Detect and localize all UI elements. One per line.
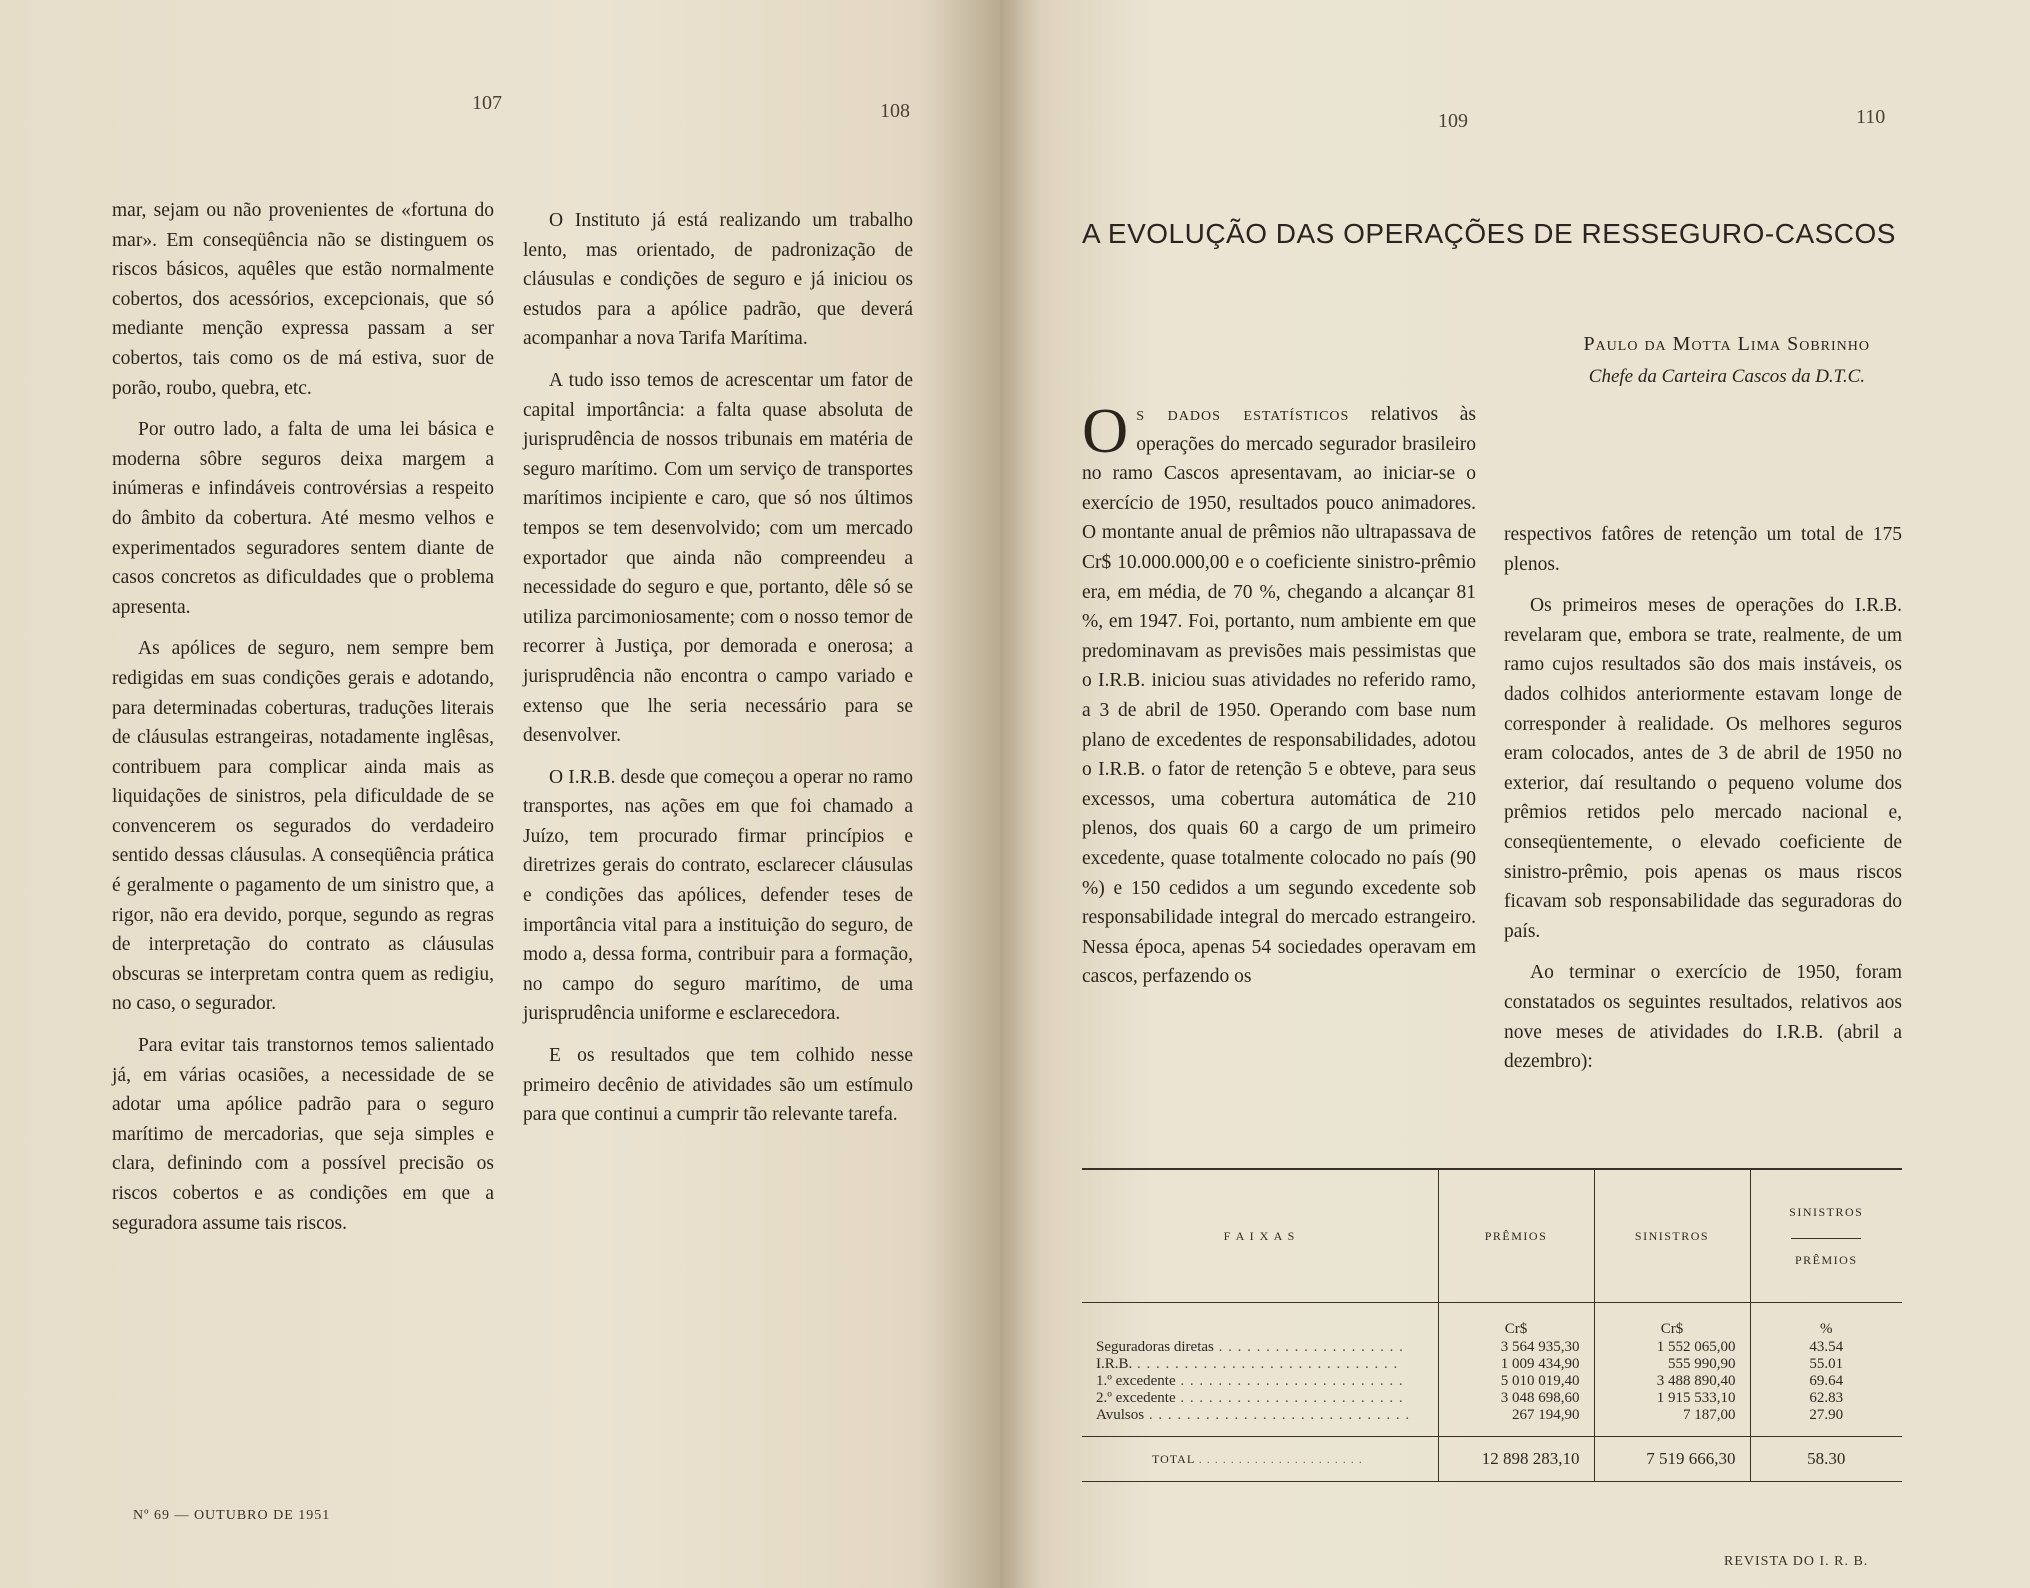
value: 7 187,00	[1683, 1407, 1736, 1423]
value: 5 010 019,40	[1500, 1373, 1580, 1389]
value: 1 009 434,90	[1500, 1356, 1580, 1372]
paragraph: respectivos fatôres de retenção um total de 175 plenos.	[1504, 524, 1902, 575]
ratio-denominator: PRÊMIOS	[1794, 1252, 1858, 1267]
column-page-109	[1082, 395, 1476, 1004]
footer-journal: REVISTA DO I. R. B.	[1724, 1554, 1869, 1569]
paragraph: Ao terminar o exercício de 1950, foram constatados os seguintes resultados, relativos aos nove meses de atividades do I.R.B. (abril a dezembro):	[1504, 962, 1902, 1073]
value: 55.01	[1809, 1356, 1844, 1372]
value: 267 194,90	[1512, 1407, 1580, 1423]
paragraph: Por outro lado, a falta de uma lei básica e moderna sôbre seguros deixa margem a inúmeras e infindáveis controvérsias a respeito do âmbito da cobertura. Até mesmo velhos e experimentados seguradores sentem diante de casos concretos as dificuldades que o problema apresenta.	[112, 419, 494, 618]
lead-smallcaps: s dados estatísticos	[1136, 404, 1350, 425]
unit-label: Cr$	[1504, 1321, 1528, 1337]
ratio-numerator: SINISTROS	[1789, 1204, 1864, 1219]
lead-paragraph	[1082, 395, 1476, 992]
column-page-108	[523, 206, 913, 1142]
author-role: Chefe da Carteira Cascos da D.T.C.	[1588, 366, 1865, 387]
leader-dots: . . . . . . . . . . . . . . . . . . . . .	[1194, 1451, 1363, 1466]
leader-dots: . . . . . . . . . . . . . . . . . . . . . . . .	[1175, 1373, 1404, 1389]
total-ratio: 58.30	[1750, 1437, 1902, 1482]
column-page-110	[1504, 520, 1902, 1089]
paragraph: Para evitar tais transtornos temos salientado já, em várias ocasiões, a necessidade de se adotar uma apólice padrão para o seguro marítimo de mercadorias, que seja simples e clara, definindo com a possível precisão os riscos cobertos e as condições em que a seguradora assume tais riscos.	[112, 1035, 494, 1234]
total-sinistros: 7 519 666,30	[1594, 1437, 1750, 1482]
page-number-110: 110	[1856, 106, 1886, 128]
value: 3 048 698,60	[1500, 1390, 1580, 1406]
page-number-109: 109	[1438, 110, 1468, 132]
header-ratio	[1750, 1169, 1902, 1303]
total-label: TOTAL	[1152, 1451, 1195, 1466]
column-page-107	[112, 196, 494, 1250]
value: 1 552 065,00	[1656, 1339, 1736, 1355]
row-label: 1.º excedente	[1096, 1373, 1176, 1389]
total-row	[1082, 1437, 1902, 1482]
paragraph: E os resultados que tem colhido nesse primeiro decênio de atividades são um estímulo para que continui a cumprir tão relevante tarefa.	[523, 1045, 913, 1126]
labels-cell	[1082, 1303, 1438, 1437]
row-label: Seguradoras diretas	[1096, 1339, 1214, 1355]
drop-cap: O	[1082, 395, 1129, 466]
value: 1 915 533,10	[1656, 1390, 1736, 1406]
leader-dots: . . . . . . . . . . . . . . . . . . . . . . . .	[1175, 1390, 1404, 1406]
leader-dots: . . . . . . . . . . . . . . . . . . . .	[1213, 1339, 1404, 1355]
leader-dots: . . . . . . . . . . . . . . . . . . . . . . . . . . . .	[1144, 1407, 1411, 1423]
total-premios: 12 898 283,10	[1438, 1437, 1594, 1482]
author-name: Paulo da Motta Lima Sobrinho	[1583, 333, 1870, 355]
premios-cell	[1438, 1303, 1594, 1437]
row-label: Avulsos	[1096, 1407, 1145, 1423]
page-number-108: 108	[880, 100, 910, 122]
value: 27.90	[1809, 1407, 1844, 1423]
article-title: A EVOLUÇÃO DAS OPERAÇÕES DE RESSEGURO-CASCOS	[1082, 218, 1896, 249]
lead-text: relativos às operações do mercado segurador brasileiro no ramo Cascos apresentavam, ao iniciar-se o exercício de 1950, resultados pouco animadores. O montante anual de prêmios não ultrapassava de Cr$ 10.000.000,00 e o coeficiente sinistro-prêmio era, em média, de 70 %, chegando a alcançar 81 %, em 1947. Foi, portanto, num ambiente em que predominavam as previsões mais pessimistas que o I.R.B. iniciou suas atividades no referido ramo, a 3 de abril de 1950. Operando com base num plano de excedentes de responsabilidades, adotou o I.R.B. o fator de retenção 5 e obteve, para seus excessos, uma cobertura automática de 210 plenos, dos quais 60 a cargo de um primeiro excedente, quase totalmente colocado no país (90 %) e 150 cedidos a um segundo excedente sob responsabilidade integral do mercado estrangeiro. Nessa época, apenas 54 sociedades operavam em cascos, perfazendo os	[1082, 404, 1476, 988]
paragraph: mar, sejam ou não provenientes de «fortuna do mar». Em conseqüência não se distinguem os riscos básicos, aquêles que estão normalmente cobertos, dos acessórios, excepcionais, que só mediante menção expressa passam a ser cobertos, tais como os de má estiva, suor de porão, roubo, quebra, etc.	[112, 200, 494, 399]
results-table	[1082, 1168, 1902, 1482]
paragraph: A tudo isso temos de acrescentar um fator de capital importância: a falta quase absoluta de jurisprudência de nossos tribunais em matéria de seguro marítimo. Com um serviço de transportes marítimos incipiente e caro, que só nos últimos tempos se tem desenvolvido; com um mercado exportador que ainda não compreendeu a necessidade do seguro e que, portanto, dêle só se utiliza parcimoniosamente; com o nosso temor de recorrer à Justiça, por demorada e onerosa; a jurisprudência não encontra o campo variado e extenso que lhe seria necessário para se desenvolver.	[523, 369, 913, 747]
row-label: 2.º excedente	[1096, 1390, 1176, 1406]
row-label: I.R.B.	[1096, 1356, 1133, 1372]
leader-dots: . . . . . . . . . . . . . . . . . . . . . . . . . . . .	[1132, 1356, 1399, 1372]
unit-label: %	[1820, 1321, 1833, 1337]
paragraph: O Instituto já está realizando um trabalho lento, mas orientado, de padronização de cláusulas e condições de seguro e já iniciou os estudos para a apólice padrão, que deverá acompanhar a nova Tarifa Marítima.	[523, 210, 913, 350]
paragraph: As apólices de seguro, nem sempre bem redigidas em suas condições gerais e adotando, para determinadas coberturas, traduções literais de cláusulas estrangeiras, notadamente inglêsas, contribuem para complicar ainda mais as liquidações de sinistros, pela dificuldade de se convencerem os segurados do verdadeiro sentido dessas cláusulas. A conseqüência prática é geralmente o pagamento de um sinistro que, a rigor, não era devido, porque, segundo as regras de interpretação do contrato as cláusulas obscuras se interpretam contra quem as redigiu, no caso, o segurador.	[112, 638, 494, 1015]
value: 555 990,90	[1668, 1356, 1736, 1372]
value: 43.54	[1809, 1339, 1844, 1355]
header-faixas: F A I X A S	[1082, 1169, 1438, 1303]
value: 3 488 890,40	[1656, 1373, 1736, 1389]
sinistros-cell	[1594, 1303, 1750, 1437]
footer-issue: Nº 69 — OUTUBRO DE 1951	[133, 1508, 331, 1523]
value: 3 564 935,30	[1500, 1339, 1580, 1355]
value: 62.83	[1809, 1390, 1844, 1406]
ratio-cell	[1750, 1303, 1902, 1437]
paragraph: O I.R.B. desde que começou a operar no ramo transportes, nas ações em que foi chamado a Juízo, tem procurado firmar princípios e diretrizes gerais do contrato, esclarecer cláusulas e condições das apólices, defender teses de importância vital para a instituição do seguro, de modo a, dessa forma, contribuir para a formação, no campo do seguro marítimo, de uma jurisprudência uniforme e esclarecedora.	[523, 766, 913, 1025]
value: 69.64	[1809, 1373, 1844, 1389]
fraction-bar	[1791, 1238, 1861, 1239]
header-premios: PRÊMIOS	[1438, 1169, 1594, 1303]
header-sinistros: SINISTROS	[1594, 1169, 1750, 1303]
unit-label: Cr$	[1660, 1321, 1684, 1337]
paragraph: Os primeiros meses de operações do I.R.B. revelaram que, embora se trate, realmente, de um ramo cujos resultados são dos mais instáveis, os dados colhidos anteriormente estavam longe de corresponder à realidade. Os melhores seguros eram colocados, antes de 3 de abril de 1950 no exterior, daí resultando o pequeno volume dos prêmios retidos pelo mercado nacional e, conseqüentemente, o elevado coeficiente de sinistro-prêmio, pois apenas os maus riscos ficavam sob responsabilidade das seguradoras do país.	[1504, 595, 1902, 942]
page-number-107: 107	[472, 92, 502, 114]
